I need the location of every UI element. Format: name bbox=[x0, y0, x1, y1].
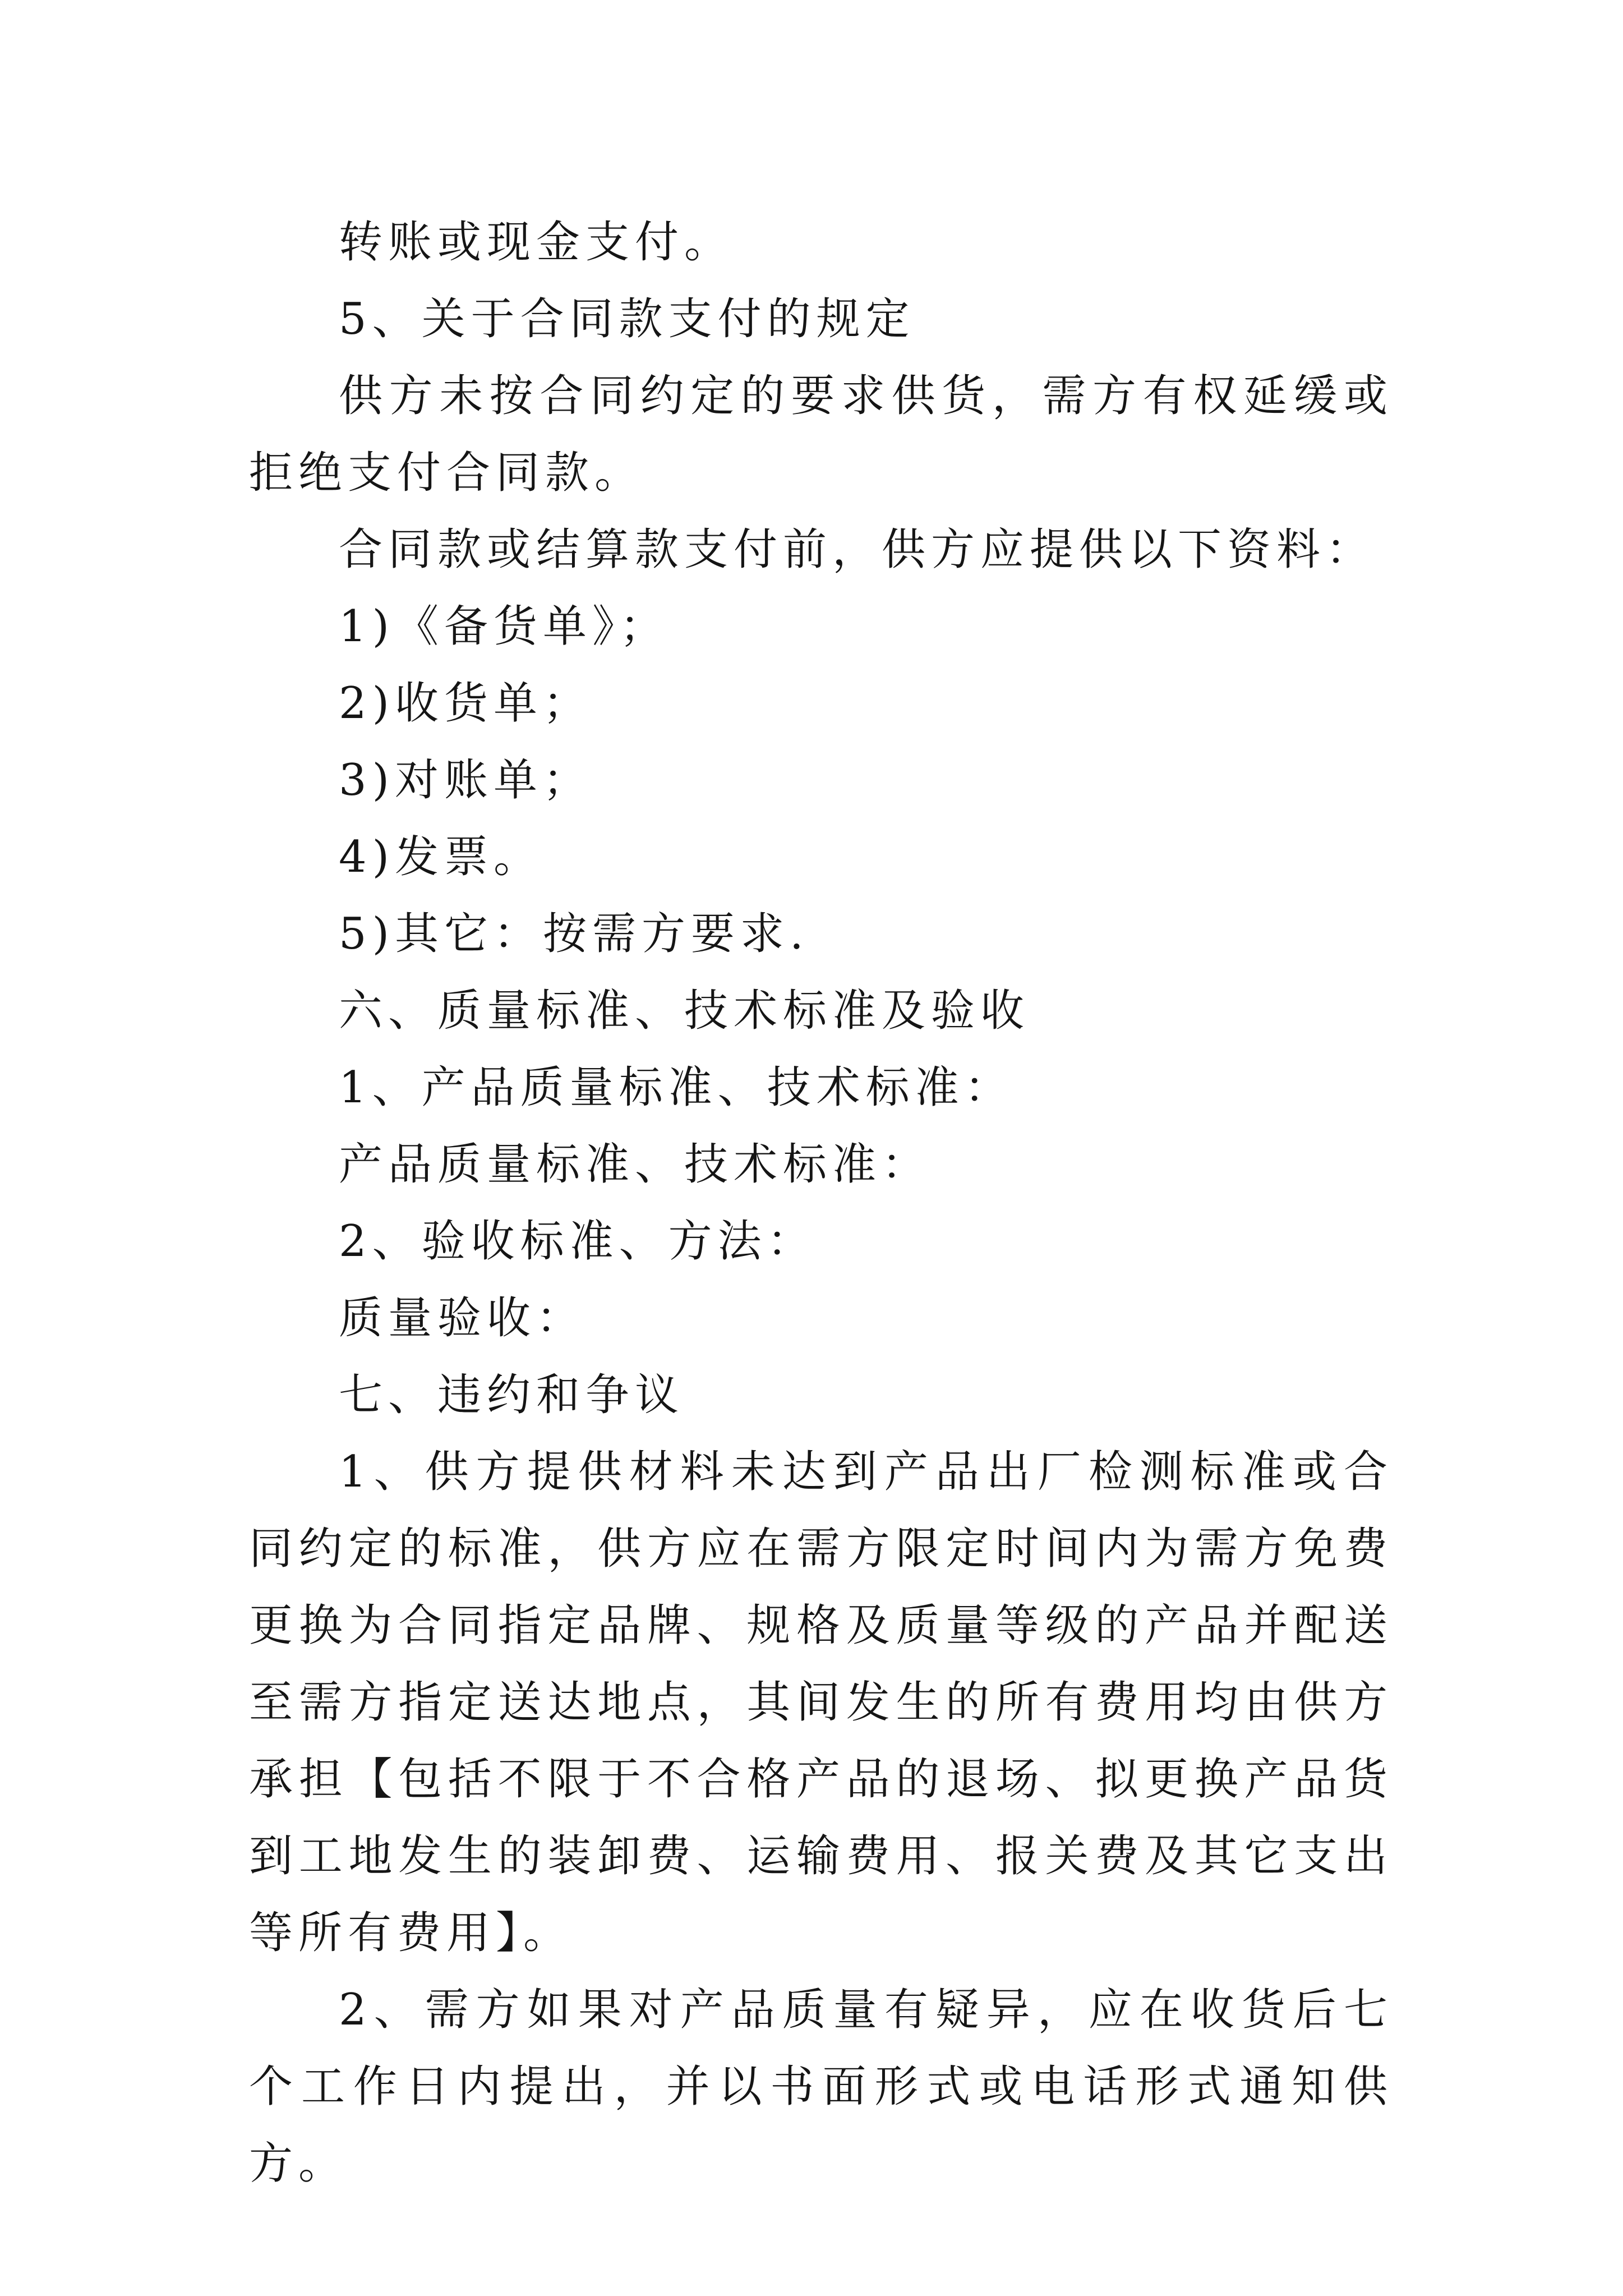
list-item-invoice: 4)发票。 bbox=[339, 832, 543, 882]
paragraph-payment-method: 转账或现金支付。 bbox=[339, 217, 734, 268]
paragraph-quality-standards: 产品质量标准、技术标准： bbox=[339, 1139, 932, 1190]
paragraph-required-documents: 合同款或结算款支付前，供方应提供以下资料： bbox=[339, 524, 1376, 575]
section-heading-quality: 六、质量标准、技术标准及验收 bbox=[339, 986, 1030, 1036]
section-heading-breach: 七、违约和争议 bbox=[339, 1370, 685, 1420]
paragraph-breach-clause-1: 1、供方提供材料未达到产品出厂检测标准或合同约定的标准，供方应在需方限定时间内为需方免费更换为合同指定品牌、规格及质量等级的产品并配送至需方指定送达地点，其间发生的所有费用均由供方承担【包括不限于不合格产品的退场、拟更换产品货到工地发生的装卸费、运输费用、报关费及其它支出等所有费用】。 bbox=[249, 1447, 1393, 1958]
document-body bbox=[249, 204, 1393, 2202]
paragraph-breach-clause-2: 2、需方如果对产品质量有疑异，应在收货后七个工作日内提出，并以书面形式或电话形式通知供方。 bbox=[249, 1985, 1393, 2189]
paragraph-heading-payment-rules: 5、关于合同款支付的规定 bbox=[339, 294, 915, 344]
paragraph-heading-quality-standards: 1、产品质量标准、技术标准： bbox=[339, 1062, 1014, 1113]
list-item-other: 5)其它：按需方要求. bbox=[339, 909, 809, 959]
paragraph-quality-acceptance: 质量验收： bbox=[339, 1293, 586, 1343]
list-item-receipt: 2)收货单； bbox=[339, 678, 593, 729]
paragraph-heading-acceptance: 2、验收标准、方法： bbox=[339, 1216, 817, 1267]
paragraph-supply-default: 供方未按合同约定的要求供货，需方有权延缓或拒绝支付合同款。 bbox=[249, 371, 1393, 498]
list-item-statement: 3)对账单； bbox=[339, 755, 593, 806]
list-item-stock-list: 1)《备货单》； bbox=[339, 601, 670, 652]
